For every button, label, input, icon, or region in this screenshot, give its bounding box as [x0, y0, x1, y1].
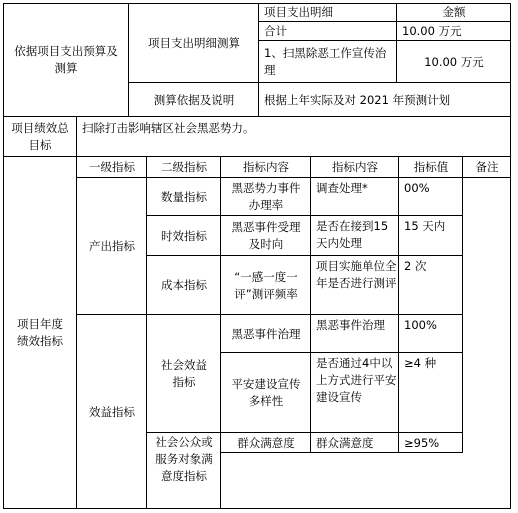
hline-156: [3, 156, 511, 157]
budget-basis-label: 依据项目支出预算及测算: [14, 44, 118, 75]
cost-indicator-label: 成本指标: [161, 278, 207, 292]
hline-215: [146, 215, 462, 216]
vline-220: [220, 156, 221, 509]
social-row1-content2: 黑恶事件治理: [316, 318, 385, 332]
quantity-value: 00%: [404, 181, 430, 195]
goal-label: 项目绩效总目标: [11, 121, 69, 152]
timeliness-indicator-label: 时效指标: [161, 228, 207, 243]
vline-462: [462, 156, 463, 453]
quantity-content1: 黑恶势力事件办理率: [231, 181, 301, 212]
social-row1-content1: 黑恶事件治理: [231, 326, 301, 341]
vline-76: [76, 116, 77, 509]
social-row2-value: ≥4 种: [404, 356, 437, 370]
vline-396: [396, 3, 397, 83]
border-left: [3, 3, 4, 509]
calc-basis-text: 根据上年实际及对 2021 年预测计划: [264, 92, 451, 107]
item1-label: 1、扫黑除恶工作宣传治理: [264, 46, 387, 77]
detail-header: 项目支出明细: [264, 5, 333, 19]
header-level2: 二级指标: [161, 160, 207, 174]
hline-314: [76, 314, 462, 315]
hline-432: [146, 432, 462, 433]
header-level1: 一级指标: [89, 160, 135, 174]
benefit-indicator-label: 效益指标: [89, 404, 135, 419]
cost-content2: 项目实施单位全年是否进行测评: [316, 259, 397, 290]
social-row2-content1: 平安建设宣传多样性: [231, 377, 301, 408]
vline-146: [146, 156, 147, 509]
timeliness-content2: 是否在接到15天内处理: [316, 219, 389, 250]
detail-calc-label: 项目支出明细测算: [148, 35, 240, 50]
vline-398: [398, 156, 399, 453]
hline-352: [220, 352, 462, 353]
hline-255: [146, 255, 462, 256]
cost-value: 2 次: [404, 259, 427, 273]
header-value: 指标值: [413, 160, 449, 174]
item1-amount: 10.00 万元: [424, 54, 484, 69]
hline-82: [128, 82, 511, 83]
vline-310: [310, 156, 311, 453]
hline-40: [258, 40, 511, 41]
annual-indicators-label: 项目年度绩效指标: [17, 317, 63, 348]
header-remark: 备注: [475, 160, 499, 174]
header-content2: 指标内容: [332, 160, 378, 174]
hline-21: [258, 21, 511, 22]
timeliness-content1: 黑恶事件受理及时向: [231, 220, 301, 251]
satisfaction-indicator-label: 社会公众或服务对象满意度指标: [155, 435, 213, 483]
border-top: [3, 3, 511, 4]
hline-116: [3, 116, 511, 117]
hline-452: [220, 452, 462, 453]
quantity-content2: 调查处理*: [316, 181, 368, 195]
calc-basis-label: 测算依据及说明: [153, 92, 235, 107]
header-content1: 指标内容: [243, 160, 289, 174]
total-amount: 10.00 万元: [402, 24, 462, 38]
total-label: 合计: [264, 24, 287, 38]
social-row1-value: 100%: [404, 318, 437, 332]
social-benefit-label: 社会效益指标: [161, 358, 207, 389]
quantity-indicator-label: 数量指标: [161, 189, 207, 204]
output-indicator-label: 产出指标: [89, 239, 135, 253]
satisfaction-content1: 群众满意度: [237, 436, 295, 450]
hline-177: [76, 177, 511, 178]
cost-content1: “一感一度一评”测评频率: [234, 269, 298, 301]
vline-128: [128, 3, 129, 117]
border-bottom: [3, 508, 511, 509]
social-row2-content2: 是否通过4中以上方式进行平安建设宣传: [316, 356, 397, 404]
goal-text: 扫除打击影响辖区社会黑恶势力。: [82, 121, 255, 135]
amount-header: 金额: [442, 5, 466, 19]
satisfaction-content2: 群众满意度: [316, 436, 374, 450]
timeliness-value: 15 天内: [404, 219, 446, 233]
border-right: [510, 3, 511, 509]
satisfaction-value: ≥95%: [404, 436, 440, 450]
